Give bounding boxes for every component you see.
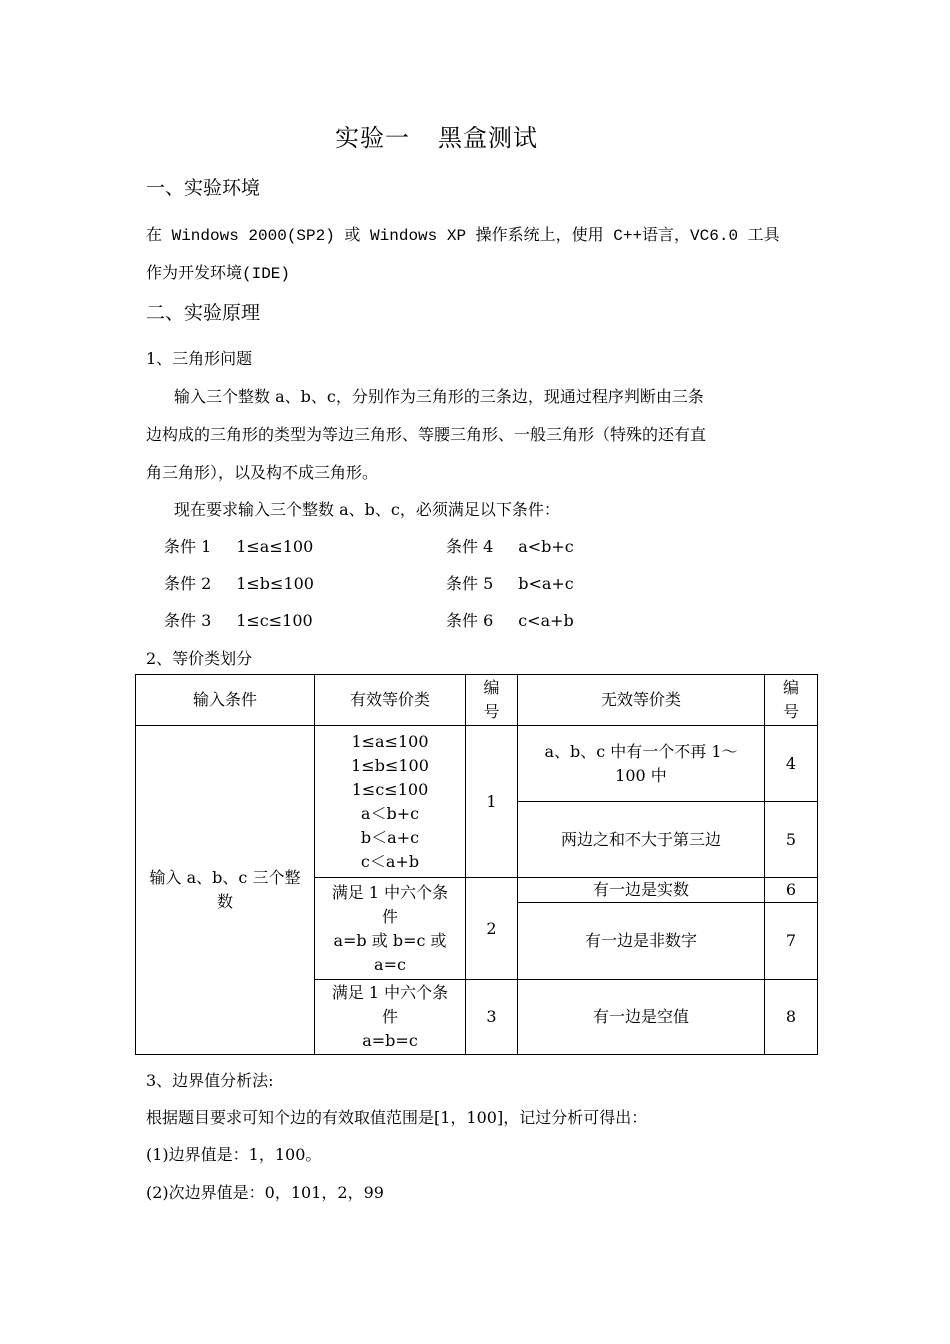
sub1-para1-line3: 角三角形），以及构不成三角形。 xyxy=(146,463,379,482)
header-number2-char1: 编 xyxy=(782,678,799,697)
section1-text-line2: 作为开发环境(IDE) xyxy=(146,265,291,283)
invalid-class-8: 有一边是空值 xyxy=(518,980,765,1055)
invalid-class-6: 有一边是实数 xyxy=(518,878,765,903)
condition-5 xyxy=(446,571,574,594)
condition-6-num: 6 xyxy=(483,611,494,630)
invalid-class-5-number: 5 xyxy=(765,802,818,878)
header-number-char2: 号 xyxy=(483,702,500,721)
valid-2-line: a=c xyxy=(374,954,406,974)
condition-2-label: 条件 xyxy=(164,574,197,593)
valid-class-1 xyxy=(315,726,466,878)
valid-2-line: 满足 1 中六个条 xyxy=(331,882,449,902)
valid-1-line: b＜a+c xyxy=(360,827,420,847)
invalid-class-8-number: 8 xyxy=(765,980,818,1055)
section2-heading: 二、实验原理 xyxy=(146,302,261,324)
condition-4-num: 4 xyxy=(483,537,494,556)
sub1-para1-line1: 输入三个整数 a、b、c，分别作为三角形的三条边，现通过程序判断由三条 xyxy=(174,387,704,406)
condition-2-num: 2 xyxy=(201,574,212,593)
condition-3-expr: 1≤c≤100 xyxy=(236,611,313,630)
condition-5-num: 5 xyxy=(483,574,494,593)
condition-6-expr: c<a+b xyxy=(518,611,574,630)
valid-class-2-number: 2 xyxy=(466,878,518,980)
condition-4-expr: a<b+c xyxy=(518,537,574,556)
condition-1-label: 条件 xyxy=(164,537,197,556)
header-number-2 xyxy=(765,675,818,726)
section1-heading: 一、实验环境 xyxy=(146,177,261,199)
valid-3-line: 满足 1 中六个条 xyxy=(331,983,449,1002)
valid-class-3-number: 3 xyxy=(466,980,518,1055)
valid-1-line: c＜a+b xyxy=(360,851,420,871)
condition-4 xyxy=(446,534,574,557)
condition-3-num: 3 xyxy=(201,611,212,630)
equivalence-class-table xyxy=(135,674,818,1055)
valid-3-line: a=b=c xyxy=(362,1031,418,1050)
condition-1-expr: 1≤a≤100 xyxy=(236,537,314,556)
sub3-heading: 3、边界值分析法: xyxy=(146,1071,274,1090)
header-invalid-class: 无效等价类 xyxy=(518,675,765,726)
sub1-para1-line2: 边构成的三角形的类型为等边三角形、等腰三角形、一般三角形（特殊的还有直 xyxy=(146,425,707,444)
condition-5-expr: b<a+c xyxy=(518,574,574,593)
input-condition-cell: 输入 a、b、c 三个整数 xyxy=(136,726,315,1055)
header-input-condition: 输入条件 xyxy=(136,675,315,726)
condition-5-label: 条件 xyxy=(446,574,479,593)
page-title xyxy=(335,118,538,153)
invalid-class-6-number: 6 xyxy=(765,878,818,903)
sub3-line2: (1)边界值是：1，100。 xyxy=(146,1145,322,1164)
title-part1: 实验一 xyxy=(335,124,410,152)
valid-class-1-number: 1 xyxy=(466,726,518,878)
header-number-char1: 编 xyxy=(483,678,500,697)
title-part2: 黑盒测试 xyxy=(438,124,538,152)
valid-3-line: 件 xyxy=(381,1007,398,1026)
header-number2-char2: 号 xyxy=(782,702,799,721)
invalid-class-7: 有一边是非数字 xyxy=(518,903,765,980)
section1-text-line1: 在 Windows 2000(SP2) 或 Windows XP 操作系统上，使用 C++语言，VC6.0 工具 xyxy=(146,227,780,245)
valid-class-2 xyxy=(315,878,466,980)
valid-class-3 xyxy=(315,980,466,1055)
valid-1-line: 1≤a≤100 xyxy=(351,731,429,751)
condition-6 xyxy=(446,608,574,631)
invalid-class-5: 两边之和不大于第三边 xyxy=(518,802,765,878)
sub3-line3: (2)次边界值是：0，101，2，99 xyxy=(146,1183,384,1202)
condition-3-label: 条件 xyxy=(164,611,197,630)
valid-2-line: a=b 或 b=c 或 xyxy=(333,930,447,950)
invalid-class-4: a、b、c 中有一个不再 1～100 中 xyxy=(518,726,765,802)
sub1-heading: 1、三角形问题 xyxy=(146,349,253,368)
condition-3 xyxy=(164,608,313,631)
header-number xyxy=(466,675,518,726)
table-header-row xyxy=(136,675,818,726)
valid-1-line: 1≤b≤100 xyxy=(351,755,429,775)
condition-2 xyxy=(164,571,314,594)
table-row xyxy=(136,726,818,802)
sub3-line1: 根据题目要求可知个边的有效取值范围是[1，100]，记过分析可得出： xyxy=(146,1108,648,1127)
condition-4-label: 条件 xyxy=(446,537,479,556)
valid-2-line: 件 xyxy=(381,906,398,926)
valid-1-line: 1≤c≤100 xyxy=(351,779,429,799)
header-valid-class: 有效等价类 xyxy=(315,675,466,726)
condition-6-label: 条件 xyxy=(446,611,479,630)
condition-2-expr: 1≤b≤100 xyxy=(236,574,314,593)
invalid-class-7-number: 7 xyxy=(765,903,818,980)
valid-1-line: a＜b+c xyxy=(360,803,420,823)
invalid-class-4-number: 4 xyxy=(765,726,818,802)
sub1-para2: 现在要求输入三个整数 a、b、c，必须满足以下条件： xyxy=(174,500,560,519)
sub2-heading: 2、等价类划分 xyxy=(146,649,253,668)
condition-1 xyxy=(164,534,313,557)
condition-1-num: 1 xyxy=(201,537,212,556)
